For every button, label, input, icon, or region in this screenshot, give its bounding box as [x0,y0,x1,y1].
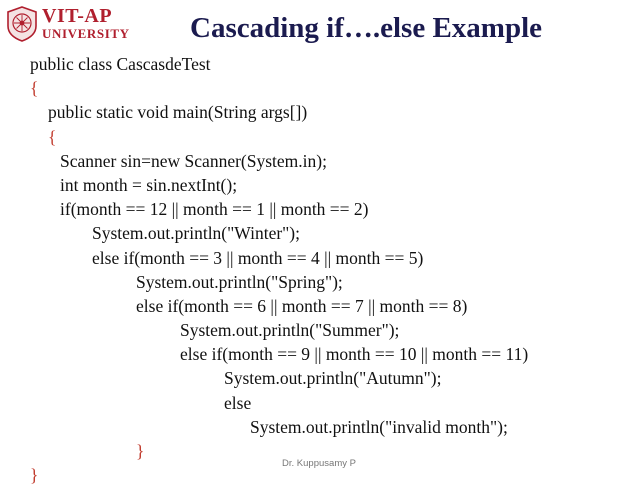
footer-author: Dr. Kuppusamy P [282,458,356,469]
code-line: else [224,392,252,413]
university-emblem-icon [6,6,38,42]
code-line: System.out.println("Winter"); [92,223,301,244]
code-brace: } [136,441,145,461]
code-brace: { [48,126,57,147]
logo-text-university: UNIVERSITY [42,26,130,41]
slide-title: Cascading if….else Example [190,12,543,44]
code-line: if(month == 12 || month == 1 || month == 2) [60,199,369,220]
code-brace: } [30,465,39,486]
code-line: System.out.println("Summer"); [180,320,400,341]
code-line: System.out.println("Autumn"); [224,368,442,389]
code-line: else if(month == 3 || month == 4 || month == 5) [92,247,424,268]
code-line: public class CascasdeTest [30,54,211,74]
code-brace: { [30,78,39,99]
code-line: int month = sin.nextInt(); [60,174,238,195]
code-line: public static void main(String args[]) [48,102,308,123]
code-line: else if(month == 9 || month == 10 || month == 11) [180,344,529,365]
code-line: System.out.println("Spring"); [136,271,343,292]
code-block [30,52,630,487]
code-line: System.out.println("invalid month"); [250,416,508,437]
university-logo [6,6,128,44]
code-line: else if(month == 6 || month == 7 || month == 8) [136,295,468,316]
code-line: Scanner sin=new Scanner(System.in); [60,150,327,171]
logo-text-vitap: VIT-AP [42,5,113,27]
